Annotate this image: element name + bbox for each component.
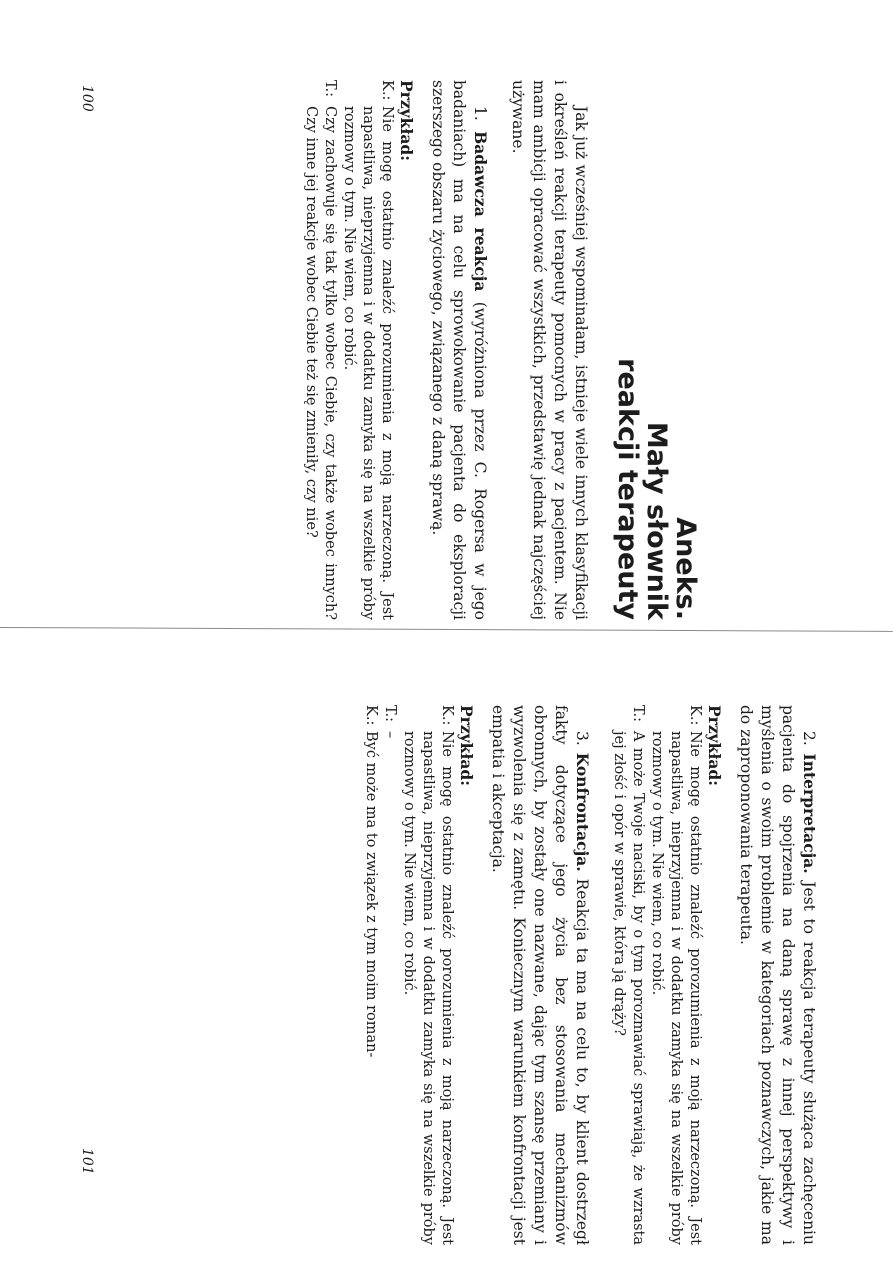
dialog (361, 705, 456, 1245)
dialog (609, 705, 704, 1245)
item-1-paragraph (427, 80, 491, 620)
speaker: T.: (382, 705, 398, 723)
item-1-text: (wyróżniona przez C. Rogersa w jego badaniach) ma na celu sprowokowanie pacjenta do eksploracji szerszego obszaru życiowego, związanego z daną sprawą. (429, 80, 489, 620)
page-101 (340, 705, 820, 1245)
title-line-2: Mały słownik (641, 421, 672, 620)
utterance: Być może ma to związek z tym moim roman- (363, 731, 379, 1058)
title-line-1: Aneks. (670, 517, 701, 620)
chapter-title (613, 80, 700, 620)
item-2-paragraph (735, 705, 820, 1245)
dialog (301, 80, 396, 620)
utterance: A może Twoje naciski, by o tym porozmawiać sprawiają, że wzrasta jej złość i opór w sprawie, która ją drąży? (611, 731, 646, 1245)
page-number-100: 100 (79, 85, 95, 112)
speaker: K.: (363, 705, 379, 726)
item-3-term: Konfrontacja. (573, 752, 592, 872)
dialog-line (301, 80, 339, 620)
example-label: Przykład: (705, 705, 724, 786)
dialog-line (361, 705, 380, 1245)
dialog-line (609, 705, 647, 1245)
speaker: T.: (630, 705, 646, 723)
page-number-101: 101 (79, 1148, 95, 1175)
example-label: Przykład: (457, 705, 476, 786)
intro-paragraph: Jak już wcześniej wspominałam, istnieje wiele innych klasyfikacji i określeń reakcji terapeuty pomocnych w pracy z pacjentem. Nie mam ambicji opracować wszystkich, przedstawię jednak najczęściej używane. (509, 80, 590, 620)
utterance: Czy zachowuje się tak tylko wobec Ciebie, czy także wobec innych? Czy inne jej reakcje wobec Ciebie też się zmieniły, czy nie? (303, 106, 338, 620)
item-2-text: Jest to reakcja terapeuty służąca zachęceniu pacjenta do spojrzenia na daną sprawę z innej perspektywy i myślenia o swoim problemie w kategoriach poznawczych, jakie ma do zaproponowania terapeuta. (737, 705, 818, 1245)
dialog-line (399, 705, 456, 1245)
utterance: Nie mogę ostatnio znaleźć porozumienia z moją narzeczoną. Jest napastliwa, nieprzyjemna i w dodatku zamyka się na wszelkie próby rozmowy o tym. Nie wiem, co robić. (341, 106, 395, 620)
item-3-number: 3. (573, 731, 591, 746)
utterance: Nie mogę ostatnio znaleźć porozumienia z moją narzeczoną. Jest napastliwa, nieprzyjemna i w dodatku zamyka się na wszelkie próby rozmowy o tym. Nie wiem, co robić. (401, 731, 455, 1245)
page-100 (220, 80, 700, 620)
dialog-line (647, 705, 704, 1245)
speaker: T.: (322, 80, 338, 98)
utterance: – (382, 731, 398, 739)
item-1-number: 1. (471, 106, 489, 121)
dialog-line (339, 80, 396, 620)
speaker: K.: (379, 80, 395, 101)
page-fold-line (0, 627, 893, 632)
item-1-term: Badawcza reakcja (471, 131, 490, 292)
dialog-line (380, 705, 399, 1245)
item-3-paragraph (487, 705, 593, 1245)
example-label: Przykład: (397, 80, 416, 161)
item-2-number: 2. (800, 731, 818, 746)
item-3-text: Reakcja ta ma na celu to, by klient dostrzegł fakty dotyczące jego życia bez stosowania mechanizmów obronnych, by zostały one nazwane, dając tym szansę przemiany i wyzwolenia się z zamętu. Koniecznym warunkiem konfrontacji jest empatia i akceptacja. (489, 705, 591, 1245)
speaker: K.: (439, 705, 455, 726)
item-2-term: Interpretacja. (800, 753, 819, 874)
title-line-3: reakcji terapeuty (612, 358, 643, 620)
utterance: Nie mogę ostatnio znaleźć porozumienia z moją narzeczoną. Jest napastliwa, nieprzyjemna i w dodatku zamyka się na wszelkie próby rozmowy o tym. Nie wiem, co robić. (649, 731, 703, 1245)
speaker: K.: (687, 705, 703, 726)
